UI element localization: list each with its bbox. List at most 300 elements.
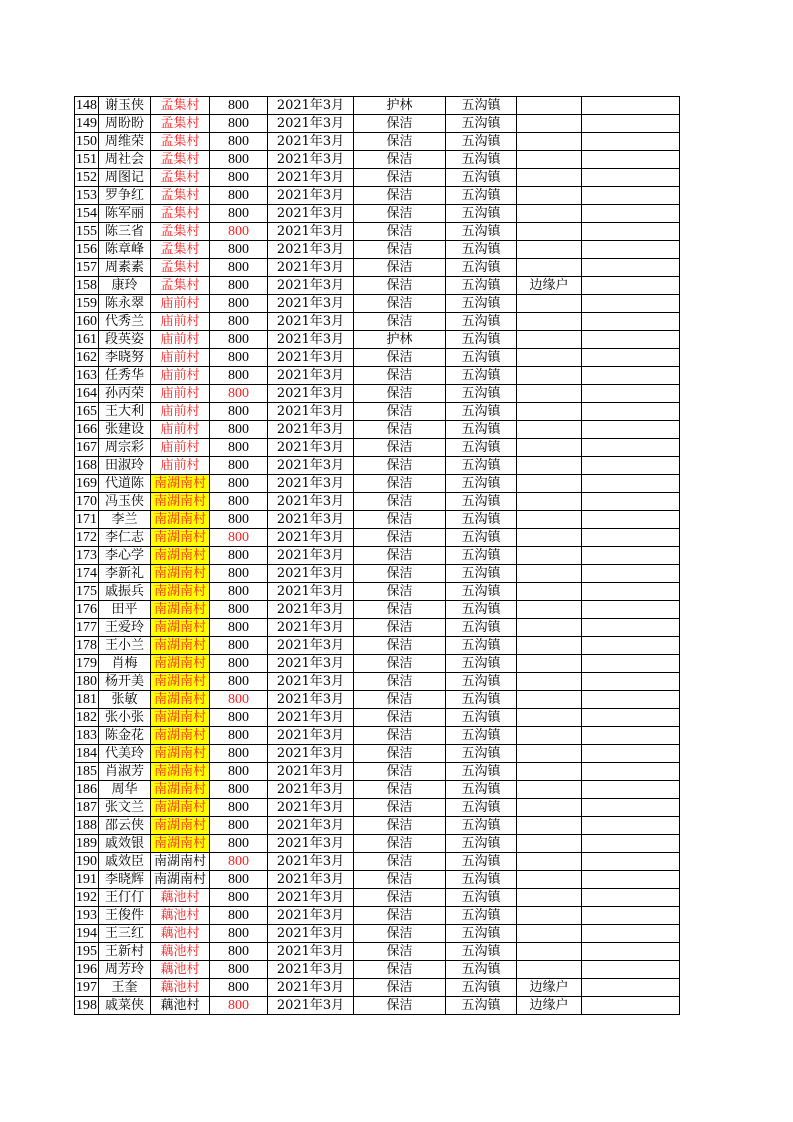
town-cell: 五沟镇 — [446, 97, 517, 115]
empty-cell — [582, 421, 680, 439]
village-cell: 南湖南村 — [151, 691, 210, 709]
date-cell: 2021年3月 — [268, 187, 354, 205]
amount-cell: 800 — [210, 727, 268, 745]
village-cell: 孟集村 — [151, 115, 210, 133]
amount-cell: 800 — [210, 943, 268, 961]
table-row — [75, 439, 680, 457]
note-cell — [517, 367, 582, 385]
name-cell: 周盼盼 — [99, 115, 151, 133]
empty-cell — [582, 439, 680, 457]
name-cell: 陈永翠 — [99, 295, 151, 313]
town-cell: 五沟镇 — [446, 889, 517, 907]
row-number-cell: 186 — [76, 782, 97, 797]
table-row — [75, 781, 680, 799]
town-cell: 五沟镇 — [446, 511, 517, 529]
town-cell: 五沟镇 — [446, 205, 517, 223]
row-number-cell: 172 — [76, 530, 97, 545]
note-cell — [517, 817, 582, 835]
town-cell: 五沟镇 — [446, 385, 517, 403]
amount-cell: 800 — [210, 205, 268, 223]
village-cell: 藕池村 — [151, 979, 210, 997]
job-cell: 保洁 — [354, 259, 446, 277]
table-row — [75, 889, 680, 907]
town-cell: 五沟镇 — [446, 961, 517, 979]
amount-cell: 800 — [210, 745, 268, 763]
job-cell: 保洁 — [354, 565, 446, 583]
town-cell: 五沟镇 — [446, 259, 517, 277]
table-row — [75, 151, 680, 169]
name-cell: 王小兰 — [99, 637, 151, 655]
job-cell: 保洁 — [354, 601, 446, 619]
name-cell: 戚振兵 — [99, 583, 151, 601]
note-cell — [517, 493, 582, 511]
note-cell — [517, 763, 582, 781]
row-number-cell: 175 — [76, 584, 97, 599]
name-cell: 代秀兰 — [99, 313, 151, 331]
amount-cell: 800 — [210, 187, 268, 205]
job-cell: 保洁 — [354, 709, 446, 727]
note-cell — [517, 331, 582, 349]
village-cell: 藕池村 — [151, 907, 210, 925]
date-cell: 2021年3月 — [268, 943, 354, 961]
row-number-cell: 165 — [76, 404, 97, 419]
table-row — [75, 763, 680, 781]
date-cell: 2021年3月 — [268, 97, 354, 115]
job-cell: 保洁 — [354, 403, 446, 421]
date-cell: 2021年3月 — [268, 295, 354, 313]
job-cell: 保洁 — [354, 763, 446, 781]
row-number-cell: 167 — [76, 440, 97, 455]
date-cell: 2021年3月 — [268, 151, 354, 169]
town-cell: 五沟镇 — [446, 277, 517, 295]
village-cell: 孟集村 — [151, 223, 210, 241]
town-cell: 五沟镇 — [446, 547, 517, 565]
row-number-cell: 161 — [76, 332, 97, 347]
date-cell: 2021年3月 — [268, 241, 354, 259]
town-cell: 五沟镇 — [446, 421, 517, 439]
table-row — [75, 223, 680, 241]
village-cell: 孟集村 — [151, 151, 210, 169]
job-cell: 保洁 — [354, 907, 446, 925]
amount-cell: 800 — [210, 871, 268, 889]
date-cell: 2021年3月 — [268, 331, 354, 349]
note-cell — [517, 745, 582, 763]
job-cell: 保洁 — [354, 439, 446, 457]
town-cell: 五沟镇 — [446, 835, 517, 853]
village-cell: 孟集村 — [151, 205, 210, 223]
table-row — [75, 637, 680, 655]
row-number-cell: 158 — [76, 278, 97, 293]
table-row — [75, 457, 680, 475]
note-cell — [517, 457, 582, 475]
table-row — [75, 529, 680, 547]
job-cell: 保洁 — [354, 637, 446, 655]
date-cell: 2021年3月 — [268, 475, 354, 493]
row-number-cell: 157 — [76, 260, 97, 275]
town-cell: 五沟镇 — [446, 403, 517, 421]
village-cell: 孟集村 — [151, 259, 210, 277]
row-number-cell: 196 — [76, 962, 97, 977]
name-cell: 肖淑芳 — [99, 763, 151, 781]
town-cell: 五沟镇 — [446, 925, 517, 943]
empty-cell — [582, 187, 680, 205]
empty-cell — [582, 601, 680, 619]
table-row — [75, 997, 680, 1015]
date-cell: 2021年3月 — [268, 763, 354, 781]
town-cell: 五沟镇 — [446, 655, 517, 673]
name-cell: 代道陈 — [99, 475, 151, 493]
name-cell: 周华 — [99, 781, 151, 799]
job-cell: 保洁 — [354, 583, 446, 601]
date-cell: 2021年3月 — [268, 709, 354, 727]
table-row — [75, 385, 680, 403]
date-cell: 2021年3月 — [268, 115, 354, 133]
village-cell: 南湖南村 — [151, 655, 210, 673]
date-cell: 2021年3月 — [268, 601, 354, 619]
name-cell: 周宗彩 — [99, 439, 151, 457]
town-cell: 五沟镇 — [446, 295, 517, 313]
empty-cell — [582, 475, 680, 493]
job-cell: 保洁 — [354, 115, 446, 133]
empty-cell — [582, 655, 680, 673]
empty-cell — [582, 403, 680, 421]
note-cell — [517, 115, 582, 133]
town-cell: 五沟镇 — [446, 673, 517, 691]
row-number-cell: 166 — [76, 422, 97, 437]
empty-cell — [582, 169, 680, 187]
village-cell: 南湖南村 — [151, 817, 210, 835]
town-cell: 五沟镇 — [446, 475, 517, 493]
date-cell: 2021年3月 — [268, 403, 354, 421]
amount-cell: 800 — [210, 493, 268, 511]
empty-cell — [582, 799, 680, 817]
row-number-cell: 171 — [76, 512, 97, 527]
note-cell — [517, 835, 582, 853]
row-number-cell: 188 — [76, 818, 97, 833]
date-cell: 2021年3月 — [268, 133, 354, 151]
row-number-cell: 193 — [76, 908, 97, 923]
date-cell: 2021年3月 — [268, 817, 354, 835]
empty-cell — [582, 691, 680, 709]
note-cell — [517, 547, 582, 565]
town-cell: 五沟镇 — [446, 349, 517, 367]
table-row — [75, 475, 680, 493]
row-number-cell: 178 — [76, 638, 97, 653]
job-cell: 保洁 — [354, 529, 446, 547]
table-row — [75, 565, 680, 583]
amount-cell: 800 — [210, 961, 268, 979]
name-cell: 杨开美 — [99, 673, 151, 691]
job-cell: 保洁 — [354, 997, 446, 1015]
date-cell: 2021年3月 — [268, 313, 354, 331]
village-cell: 庙前村 — [151, 403, 210, 421]
date-cell: 2021年3月 — [268, 565, 354, 583]
empty-cell — [582, 349, 680, 367]
date-cell: 2021年3月 — [268, 907, 354, 925]
village-cell: 南湖南村 — [151, 799, 210, 817]
date-cell: 2021年3月 — [268, 889, 354, 907]
town-cell: 五沟镇 — [446, 529, 517, 547]
table-row — [75, 547, 680, 565]
amount-cell: 800 — [210, 817, 268, 835]
note-cell — [517, 781, 582, 799]
empty-cell — [582, 961, 680, 979]
row-number-cell: 162 — [76, 350, 97, 365]
job-cell: 保洁 — [354, 673, 446, 691]
table-row — [75, 979, 680, 997]
note-cell — [517, 439, 582, 457]
note-cell — [517, 943, 582, 961]
town-cell: 五沟镇 — [446, 583, 517, 601]
date-cell: 2021年3月 — [268, 421, 354, 439]
town-cell: 五沟镇 — [446, 943, 517, 961]
name-cell: 孙丙荣 — [99, 385, 151, 403]
table-row — [75, 817, 680, 835]
date-cell: 2021年3月 — [268, 493, 354, 511]
note-cell — [517, 133, 582, 151]
date-cell: 2021年3月 — [268, 511, 354, 529]
note-cell — [517, 475, 582, 493]
row-number-cell: 195 — [76, 944, 97, 959]
village-cell: 庙前村 — [151, 421, 210, 439]
name-cell: 周维荣 — [99, 133, 151, 151]
table-row — [75, 169, 680, 187]
amount-cell: 800 — [210, 565, 268, 583]
town-cell: 五沟镇 — [446, 871, 517, 889]
empty-cell — [582, 709, 680, 727]
row-number-cell: 163 — [76, 368, 97, 383]
town-cell: 五沟镇 — [446, 781, 517, 799]
roster-table — [74, 96, 680, 1015]
town-cell: 五沟镇 — [446, 601, 517, 619]
table-row — [75, 295, 680, 313]
job-cell: 保洁 — [354, 619, 446, 637]
note-cell — [517, 925, 582, 943]
name-cell: 王三红 — [99, 925, 151, 943]
row-number-cell: 182 — [76, 710, 97, 725]
empty-cell — [582, 511, 680, 529]
amount-cell: 800 — [210, 385, 268, 403]
amount-cell: 800 — [210, 457, 268, 475]
empty-cell — [582, 943, 680, 961]
note-cell — [517, 529, 582, 547]
amount-cell: 800 — [210, 421, 268, 439]
note-cell — [517, 871, 582, 889]
table-row — [75, 727, 680, 745]
village-cell: 孟集村 — [151, 97, 210, 115]
date-cell: 2021年3月 — [268, 583, 354, 601]
row-number-cell: 183 — [76, 728, 97, 743]
date-cell: 2021年3月 — [268, 367, 354, 385]
empty-cell — [582, 619, 680, 637]
empty-cell — [582, 295, 680, 313]
village-cell: 南湖南村 — [151, 601, 210, 619]
job-cell: 保洁 — [354, 871, 446, 889]
date-cell: 2021年3月 — [268, 925, 354, 943]
note-cell — [517, 187, 582, 205]
note-cell — [517, 673, 582, 691]
town-cell: 五沟镇 — [446, 691, 517, 709]
village-cell: 南湖南村 — [151, 763, 210, 781]
village-cell: 南湖南村 — [151, 583, 210, 601]
name-cell: 李心学 — [99, 547, 151, 565]
village-cell: 南湖南村 — [151, 511, 210, 529]
empty-cell — [582, 637, 680, 655]
table-row — [75, 871, 680, 889]
row-number-cell: 176 — [76, 602, 97, 617]
job-cell: 护林 — [354, 331, 446, 349]
village-cell: 南湖南村 — [151, 745, 210, 763]
job-cell: 保洁 — [354, 205, 446, 223]
row-number-cell: 180 — [76, 674, 97, 689]
town-cell: 五沟镇 — [446, 907, 517, 925]
village-cell: 庙前村 — [151, 313, 210, 331]
job-cell: 保洁 — [354, 223, 446, 241]
town-cell: 五沟镇 — [446, 313, 517, 331]
table-row — [75, 97, 680, 115]
village-cell: 庙前村 — [151, 295, 210, 313]
empty-cell — [582, 223, 680, 241]
empty-cell — [582, 871, 680, 889]
name-cell: 张敏 — [99, 691, 151, 709]
amount-cell: 800 — [210, 619, 268, 637]
table-row — [75, 583, 680, 601]
date-cell: 2021年3月 — [268, 979, 354, 997]
table-row — [75, 331, 680, 349]
name-cell: 段英姿 — [99, 331, 151, 349]
job-cell: 保洁 — [354, 385, 446, 403]
job-cell: 保洁 — [354, 655, 446, 673]
row-number-cell: 155 — [76, 224, 97, 239]
town-cell: 五沟镇 — [446, 979, 517, 997]
row-number-cell: 168 — [76, 458, 97, 473]
note-cell — [517, 421, 582, 439]
row-number-cell: 179 — [76, 656, 97, 671]
row-number-cell: 192 — [76, 890, 97, 905]
table-row — [75, 601, 680, 619]
table-row — [75, 511, 680, 529]
table-row — [75, 277, 680, 295]
village-cell: 孟集村 — [151, 277, 210, 295]
note-cell — [517, 889, 582, 907]
amount-cell: 800 — [210, 277, 268, 295]
village-cell: 庙前村 — [151, 439, 210, 457]
empty-cell — [582, 907, 680, 925]
row-number-cell: 156 — [76, 242, 97, 257]
amount-cell: 800 — [210, 241, 268, 259]
name-cell: 陈军丽 — [99, 205, 151, 223]
empty-cell — [582, 241, 680, 259]
row-number-cell: 164 — [76, 386, 97, 401]
amount-cell: 800 — [210, 853, 268, 871]
job-cell: 保洁 — [354, 835, 446, 853]
table-row — [75, 403, 680, 421]
empty-cell — [582, 547, 680, 565]
note-cell — [517, 853, 582, 871]
row-number-cell: 170 — [76, 494, 97, 509]
note-cell — [517, 691, 582, 709]
empty-cell — [582, 835, 680, 853]
date-cell: 2021年3月 — [268, 781, 354, 799]
name-cell: 李晓努 — [99, 349, 151, 367]
town-cell: 五沟镇 — [446, 241, 517, 259]
date-cell: 2021年3月 — [268, 745, 354, 763]
amount-cell: 800 — [210, 637, 268, 655]
job-cell: 保洁 — [354, 169, 446, 187]
empty-cell — [582, 115, 680, 133]
job-cell: 保洁 — [354, 187, 446, 205]
row-number-cell: 149 — [76, 116, 97, 131]
town-cell: 五沟镇 — [446, 223, 517, 241]
table-row — [75, 493, 680, 511]
name-cell: 张建设 — [99, 421, 151, 439]
empty-cell — [582, 853, 680, 871]
name-cell: 戚菜侠 — [99, 997, 151, 1015]
name-cell: 王大利 — [99, 403, 151, 421]
village-cell: 藕池村 — [151, 943, 210, 961]
amount-cell: 800 — [210, 547, 268, 565]
date-cell: 2021年3月 — [268, 997, 354, 1015]
town-cell: 五沟镇 — [446, 439, 517, 457]
name-cell: 李仁志 — [99, 529, 151, 547]
job-cell: 保洁 — [354, 367, 446, 385]
date-cell: 2021年3月 — [268, 439, 354, 457]
table-row — [75, 853, 680, 871]
amount-cell: 800 — [210, 295, 268, 313]
amount-cell: 800 — [210, 97, 268, 115]
amount-cell: 800 — [210, 889, 268, 907]
amount-cell: 800 — [210, 583, 268, 601]
amount-cell: 800 — [210, 151, 268, 169]
note-cell — [517, 799, 582, 817]
date-cell: 2021年3月 — [268, 619, 354, 637]
table-row — [75, 907, 680, 925]
date-cell: 2021年3月 — [268, 169, 354, 187]
date-cell: 2021年3月 — [268, 223, 354, 241]
note-cell — [517, 709, 582, 727]
note-cell — [517, 637, 582, 655]
village-cell: 庙前村 — [151, 385, 210, 403]
job-cell: 保洁 — [354, 817, 446, 835]
note-cell: 边缘户 — [517, 979, 582, 997]
note-cell: 边缘户 — [517, 997, 582, 1015]
note-cell — [517, 313, 582, 331]
row-number-cell: 198 — [76, 998, 97, 1013]
town-cell: 五沟镇 — [446, 115, 517, 133]
row-number-cell: 151 — [76, 152, 97, 167]
date-cell: 2021年3月 — [268, 529, 354, 547]
empty-cell — [582, 493, 680, 511]
row-number-cell: 177 — [76, 620, 97, 635]
empty-cell — [582, 133, 680, 151]
town-cell: 五沟镇 — [446, 727, 517, 745]
empty-cell — [582, 889, 680, 907]
job-cell: 保洁 — [354, 493, 446, 511]
note-cell — [517, 655, 582, 673]
amount-cell: 800 — [210, 367, 268, 385]
row-number-cell: 148 — [76, 98, 97, 113]
empty-cell — [582, 565, 680, 583]
name-cell: 康玲 — [99, 277, 151, 295]
village-cell: 藕池村 — [151, 889, 210, 907]
row-number-cell: 194 — [76, 926, 97, 941]
table-row — [75, 943, 680, 961]
table-row — [75, 241, 680, 259]
row-number-cell: 169 — [76, 476, 97, 491]
village-cell: 南湖南村 — [151, 835, 210, 853]
town-cell: 五沟镇 — [446, 169, 517, 187]
job-cell: 保洁 — [354, 781, 446, 799]
